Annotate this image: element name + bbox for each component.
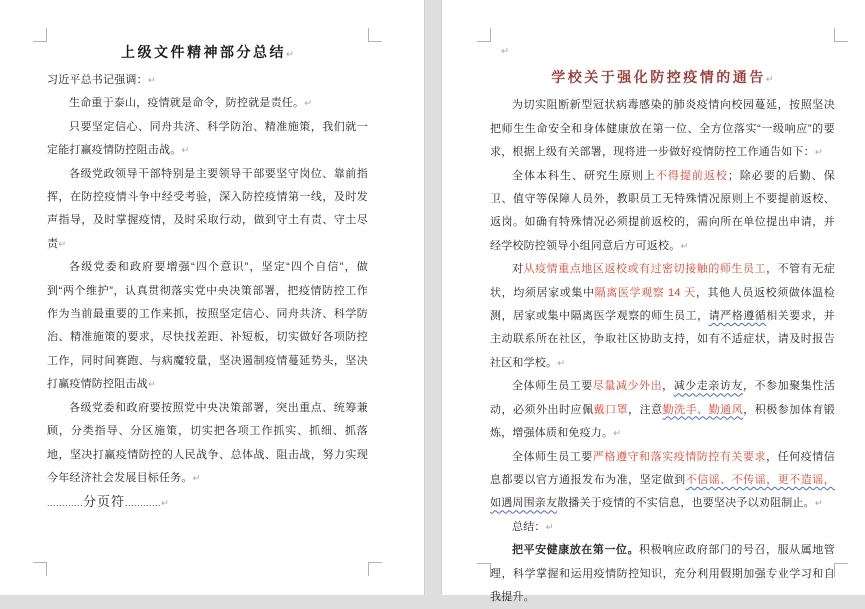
pilcrow-mark: ↵ bbox=[613, 428, 622, 440]
pilcrow-mark: ↵ bbox=[286, 49, 294, 60]
paragraph[interactable] bbox=[47, 69, 368, 92]
paragraph[interactable] bbox=[490, 539, 835, 609]
text-run: ............ bbox=[47, 498, 84, 509]
text-run: 全体师生员工要 bbox=[512, 380, 593, 393]
text-run: 散播关于疫情的不实信息，也要坚决予以劝阻制止。 bbox=[557, 497, 815, 510]
pilcrow-mark: ↵ bbox=[814, 498, 823, 510]
crop-mark-bottom-left-icon bbox=[477, 563, 491, 577]
text-run: 减少走亲访友 bbox=[673, 380, 743, 393]
crop-mark-bottom-right-icon bbox=[834, 563, 848, 577]
crop-mark-bottom-left-icon bbox=[33, 562, 47, 576]
text-run: 把平安健康放在第一位。 bbox=[512, 544, 640, 557]
page-2-text-area[interactable] bbox=[490, 40, 835, 609]
pilcrow-mark: ↵ bbox=[161, 498, 170, 510]
text-run: 只要坚定信心、同舟共济、科学防治、精准施策，我们就一定能打赢疫情防控阻击战。 bbox=[47, 120, 368, 157]
text-run: 尽量减少外出 bbox=[592, 380, 663, 393]
paragraph[interactable] bbox=[47, 163, 368, 257]
pilcrow-mark: ↵ bbox=[147, 75, 156, 86]
text-run: 为切实阻断新型冠状病毒感染的肺炎疫情向校园蔓延，按照坚决把师生生命安全和身体健康放在第一位、全方位落实“一级响应”的要求，根据上级有关部署，现将进一步做好疫情防控工作通告如下： bbox=[490, 99, 835, 159]
text-run: 全体本科生、研究生原则上 bbox=[512, 169, 656, 182]
crop-mark-top-right-icon bbox=[368, 28, 382, 42]
text-run: ，其他人员返校须做体温检测，居家或集中隔离医学观察的师生员工， bbox=[490, 286, 835, 323]
text-run: 隔离医学观察 14 天 bbox=[594, 286, 696, 299]
document-title-2[interactable] bbox=[490, 63, 835, 94]
paragraph[interactable] bbox=[490, 165, 835, 259]
pilcrow-mark: ↵ bbox=[765, 74, 774, 86]
crop-mark-top-right-icon bbox=[834, 28, 848, 42]
text-run: 不信谣、不传谣，更不造谣， bbox=[685, 473, 835, 486]
pilcrow-mark: ↵ bbox=[814, 147, 823, 159]
page-1-text-area[interactable] bbox=[47, 38, 368, 516]
text-run: ，不参加聚集性活动，必须外出时应佩 bbox=[490, 380, 836, 416]
text-run: 上级文件精神部分总结 bbox=[121, 44, 287, 60]
pilcrow-mark: ↵ bbox=[304, 98, 313, 110]
text-run: 各级党委和政府要增强“四个意识”，坚定“四个自信”，做到“两个维护”，认真贯彻落实党中央决策部署，把疫情防控工作作为当前最重要的工作来抓，按照坚定信心、同舟共济、科学防治、精准施策的要求，尽快找差距、补短板，切实做好各项防控工作，同时间赛跑、与病魔较量，坚决遏制疫情蔓延势头，坚决打赢疫情防控阻击战 bbox=[47, 261, 368, 391]
text-run: ，任何疫情信息都要以官方通报发布为准，坚定做到 bbox=[490, 450, 836, 486]
paragraph[interactable] bbox=[47, 397, 368, 491]
text-run: 对 bbox=[512, 263, 524, 276]
text-run: 总结： bbox=[512, 520, 546, 533]
text-run: ，积极参加体育锻炼，增强体质和免疫力。 bbox=[490, 403, 835, 440]
pilcrow-mark: ↵ bbox=[501, 46, 509, 57]
text-run: 学校关于强化防控疫情的通告 bbox=[551, 69, 766, 86]
text-run: ，注意 bbox=[628, 403, 663, 416]
text-run: 请严格遵循 bbox=[708, 310, 767, 323]
text-run: ， bbox=[662, 380, 674, 393]
text-run: 各级党委和政府要按照党中央决策部署，突出重点、统筹兼顾，分类指导、分区施策，切实把各项工作抓实、抓细、抓落地，坚决打赢疫情防控的人民战争、总体战、阻击战，努力实现今年经济社会发展目标任务。 bbox=[47, 401, 368, 484]
paragraph[interactable] bbox=[490, 94, 835, 164]
text-run: 严格遵守和落实疫情防控有关要求 bbox=[592, 450, 767, 463]
text-run: 全体师生员工要 bbox=[512, 450, 593, 463]
pilcrow-mark: ↵ bbox=[680, 240, 689, 252]
paragraph[interactable] bbox=[47, 92, 368, 115]
text-run: 相关要求，并主动联系所在社区，争取社区协助支持，如有不适症状，请及时报告社区和学校。 bbox=[490, 310, 835, 369]
pilcrow-mark: ↵ bbox=[58, 238, 67, 250]
page-break-marker[interactable] bbox=[47, 490, 368, 515]
crop-mark-top-left-icon bbox=[477, 28, 491, 42]
crop-mark-bottom-right-icon bbox=[368, 562, 382, 576]
document-page-2[interactable] bbox=[441, 0, 865, 603]
pilcrow-mark: ↵ bbox=[181, 145, 190, 157]
text-run: 戴口罩 bbox=[593, 403, 629, 416]
empty-paragraph[interactable] bbox=[490, 40, 835, 63]
text-run: 不得提前返校 bbox=[655, 169, 728, 182]
paragraph[interactable] bbox=[490, 446, 835, 516]
text-run: ............ bbox=[125, 498, 162, 509]
document-page-1[interactable] bbox=[0, 0, 425, 595]
pilcrow-mark: ↵ bbox=[545, 521, 554, 533]
text-run: 如遇周围亲友 bbox=[490, 497, 558, 510]
text-run: ，不管有无症状，均须居家或集中 bbox=[490, 263, 836, 299]
text-run: 分页符 bbox=[83, 494, 126, 510]
pilcrow-mark: ↵ bbox=[192, 472, 201, 484]
paragraph[interactable] bbox=[47, 256, 368, 396]
text-run: 习近平总书记强调： bbox=[47, 74, 148, 86]
text-run: 各级党政领导干部特别是主要领导干部要坚守岗位、靠前指挥，在防控疫情斗争中经受考验，深入防控疫情第一线，及时发声指导，及时掌握疫情，及时采取行动，做到守土有责、守土尽责 bbox=[47, 167, 368, 250]
document-title-1[interactable] bbox=[47, 38, 368, 69]
pilcrow-mark: ↵ bbox=[557, 357, 566, 369]
text-run: 生命重于泰山，疫情就是命令，防控就是责任。 bbox=[69, 97, 305, 110]
text-run: ；除必要的后勤、保卫、值守等保障人员外，教职员工无特殊情况原则上不要提前返校、返岗。如确有特殊情况必须提前返校的，需向所在单位提出申请，并经学校防控领导小组同意后方可返校。 bbox=[490, 169, 835, 252]
text-run: 从疫情重点地区返校或有过密切接触的师生员工 bbox=[523, 263, 767, 276]
crop-mark-top-left-icon bbox=[33, 28, 47, 42]
paragraph[interactable] bbox=[490, 375, 835, 445]
paragraph[interactable] bbox=[490, 258, 835, 375]
text-run: 积极响应政府部门的号召，服从属地管理，科学掌握和运用疫情防控知识，充分利用假期加强专业学习和自我提升。 bbox=[490, 544, 835, 603]
pilcrow-mark: ↵ bbox=[147, 379, 156, 391]
paragraph[interactable] bbox=[490, 516, 835, 539]
text-run: 勤洗手、勤通风 bbox=[662, 403, 744, 416]
paragraph[interactable] bbox=[47, 116, 368, 163]
